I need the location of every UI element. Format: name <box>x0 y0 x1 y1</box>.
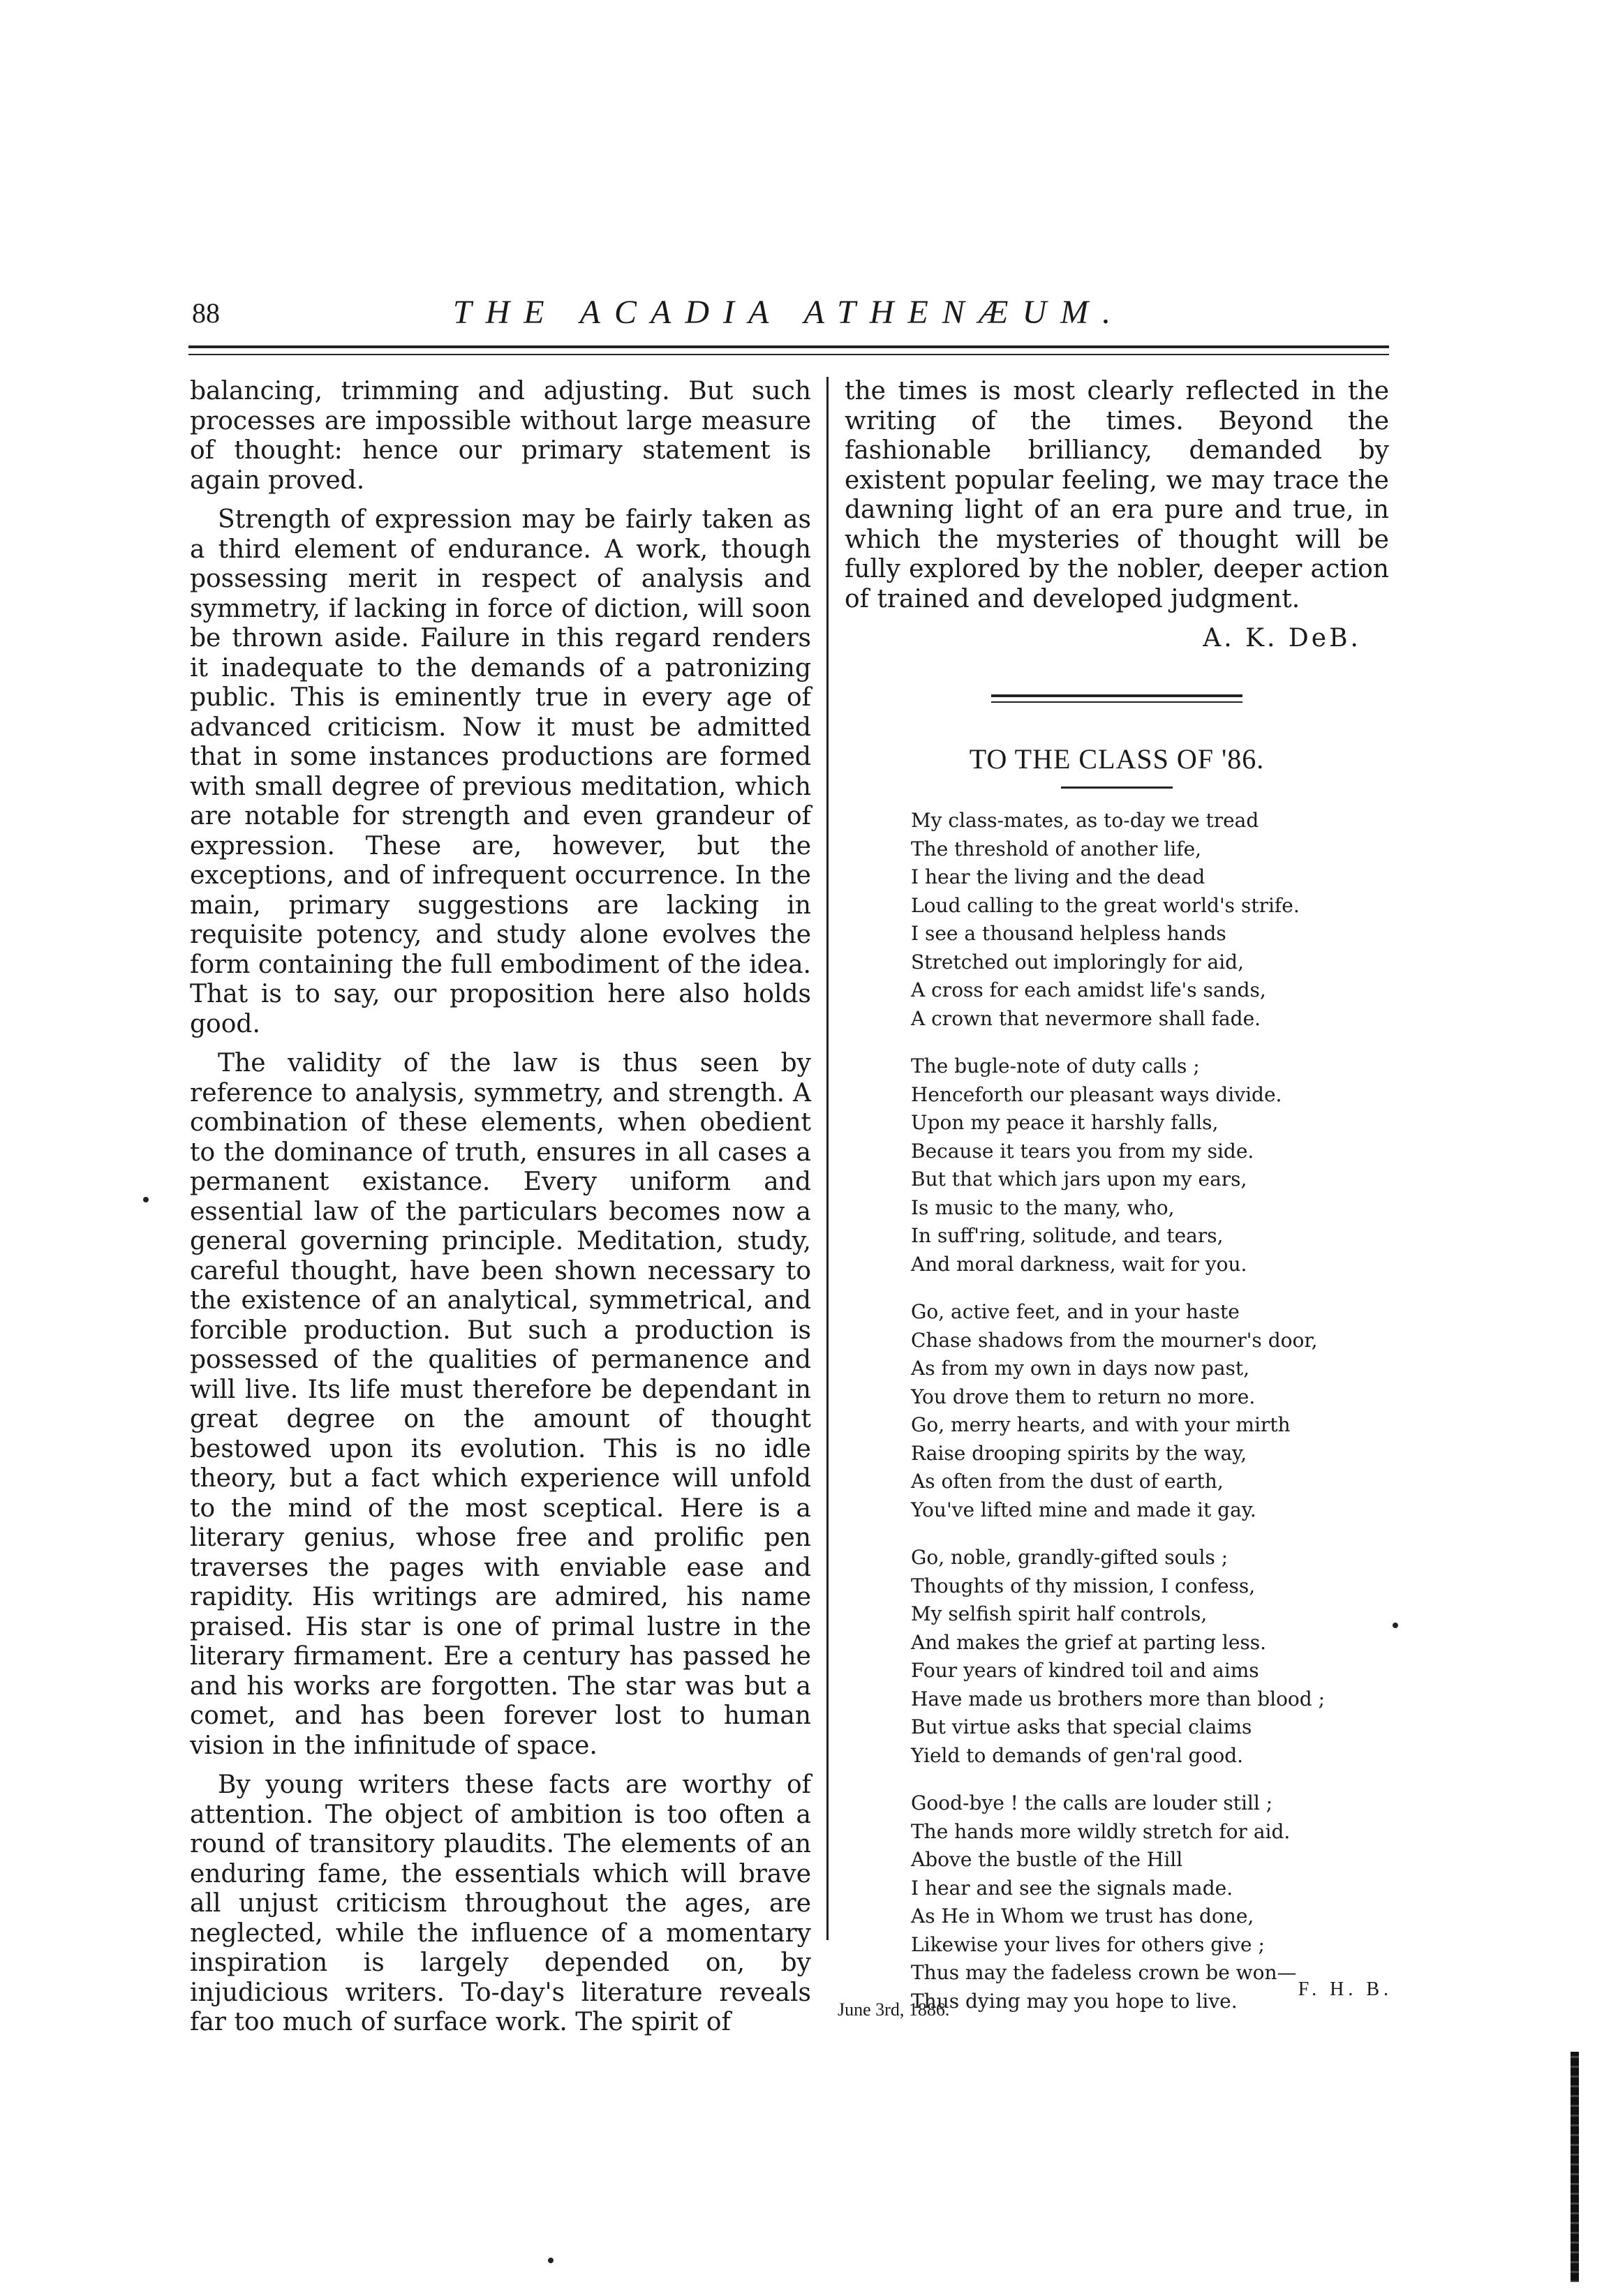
margin-speck <box>1393 1623 1398 1628</box>
margin-speck <box>548 2258 554 2263</box>
poem-line: Henceforth our pleasant ways divide. <box>911 1082 1282 1106</box>
poem-line: And moral darkness, wait for you. <box>911 1252 1247 1276</box>
poem-line: A cross for each amidst life's sands, <box>911 978 1266 1001</box>
poem-title-rule <box>1061 787 1173 789</box>
article-paragraph: The validity of the law is thus seen by reference to analysis, symmetry, and strength. A combination of these elements, when obedient to the dominance of truth, ensures in all cases a permanent existance. Every uniform and essential law of the particulars becomes now a general governing principle. Meditation, study, careful thought, have been shown necessary to the existence of an analytical, symmetrical, and forcible production. But such a production is possessed of the qualities of permanence and will live. Its life must therefore be dependant in great degree on the amount of thought bestowed upon its evolution. This is no idle theory, but a fact which experience will unfold to the mind of the most sceptical. Here is a literary genius, whose free and prolific pen traverses the pages with enviable ease and rapidity. His writings are admired, his name praised. His star is one of primal lustre in the literary firmament. Ere a century has passed he and his works are forgotten. The star was but a comet, and has been forever lost to human vision in the infinitude of space. <box>190 1049 811 1760</box>
poem-line: Stretched out imploringly for aid, <box>911 950 1244 974</box>
journal-title: THE ACADIA ATHENÆUM. <box>452 294 1125 331</box>
poem-line: Go, noble, grandly-gifted souls ; <box>911 1546 1229 1569</box>
poem-stanza <box>911 807 1389 1033</box>
poem-stanza <box>911 1298 1389 1524</box>
poem-line: As often from the dust of earth, <box>911 1470 1224 1493</box>
page-number: 88 <box>192 297 220 329</box>
poem-line: Raise drooping spirits by the way, <box>911 1441 1247 1465</box>
poem-date: June 3rd, 1886. <box>838 1999 950 2020</box>
poem-line: Four years of kindred toil and aims <box>911 1659 1259 1682</box>
poem-line: A crown that nevermore shall fade. <box>911 1006 1261 1030</box>
article-paragraph: By young writers these facts are worthy of attention. The object of ambition is too often a round of transitory plaudits. The elements of an enduring fame, the essentials which will brave all unjust criticism throughout the ages, are neglected, while the influence of a momentary inspiration is largely depended on, by injudicious writers. To-day's literature reveals far too much of surface work. The spirit of <box>190 1771 811 2036</box>
poem-line: But that which jars upon my ears, <box>911 1168 1247 1191</box>
poem-line: Is music to the many, who, <box>911 1195 1175 1219</box>
poem-line: And makes the grief at parting less. <box>911 1630 1267 1654</box>
poem-line: My class-mates, as to-day we tread <box>911 809 1259 832</box>
poem-line: Have made us brothers more than blood ; <box>911 1687 1326 1710</box>
poem-line: Because it tears you from my side. <box>911 1139 1254 1163</box>
poem-line: You've lifted mine and made it gay. <box>911 1498 1256 1521</box>
poem-line: The threshold of another life, <box>911 837 1202 860</box>
poem-line: Thoughts of thy mission, I confess, <box>911 1574 1256 1597</box>
poem-stanza <box>911 1544 1389 1770</box>
poem-title: TO THE CLASS OF '86. <box>969 743 1265 775</box>
section-rule-thin <box>991 701 1242 703</box>
poem-line: In suff'ring, solitude, and tears, <box>911 1224 1224 1247</box>
poem-stanza <box>911 1052 1389 1279</box>
article-paragraph: Strength of expression may be fairly taken as a third element of endurance. A work, though possessing merit in respect of analysis and symmetry, if lacking in force of diction, will soon be thrown aside. Failure in this regard renders it inadequate to the demands of a patronizing public. This is eminently true in every age of advanced criticism. Now it must be admitted that in some instances productions are formed with small degree of previous meditation, which are notable for strength and even grandeur of expression. These are, however, but the exceptions, and of infrequent occurrence. In the main, primary suggestions are lacking in requisite potency, and study alone evolves the form containing the full embodiment of the idea. That is to say, our proposition here also holds good. <box>190 505 811 1038</box>
article-column-left <box>190 377 811 2048</box>
poem-line: The bugle-note of duty calls ; <box>911 1054 1200 1078</box>
article-column-right <box>845 377 1389 2035</box>
poem-line: I see a thousand helpless hands <box>911 922 1226 945</box>
poem-line: The hands more wildly stretch for aid. <box>911 1819 1291 1843</box>
poem-line: Thus dying may you hope to live. <box>911 1989 1238 2013</box>
column-divider <box>826 377 829 1940</box>
poem-line: Upon my peace it harshly falls, <box>911 1111 1219 1134</box>
article-signature: A. K. DeB. <box>1203 624 1361 653</box>
page-header <box>188 283 1389 345</box>
poem-line: Likewise your lives for others give ; <box>911 1932 1265 1956</box>
poem-line: Go, active feet, and in your haste <box>911 1300 1240 1323</box>
poem-line: Chase shadows from the mourner's door, <box>911 1328 1318 1352</box>
poem-line: Yield to demands of gen'ral good. <box>911 1743 1244 1767</box>
poem-line: As He in Whom we trust has done, <box>911 1904 1254 1928</box>
section-rule <box>991 694 1242 697</box>
poem-line: I hear and see the signals made. <box>911 1876 1233 1900</box>
poem-line: You drove them to return no more. <box>911 1385 1256 1408</box>
poem-line: I hear the living and the dead <box>911 865 1205 888</box>
article-paragraph: balancing, trimming and adjusting. But such processes are impossible without large measure of thought: hence our primary statement is again proved. <box>190 377 811 495</box>
poem-body <box>845 807 1389 2015</box>
poem-line: My selfish spirit half controls, <box>911 1602 1208 1625</box>
poem-footer <box>838 1978 1396 2020</box>
header-rule-thin <box>188 354 1389 355</box>
poem-signature: F. H. B. <box>1298 1978 1393 2000</box>
article-paragraph-continued: the times is most clearly reflected in the writing of the times. Beyond the fashionable brilliancy, demanded by existent popular feeling, we may trace the dawning light of an era pure and true, in which the mysteries of thought will be fully explored by the nobler, deeper action of trained and developed judgment. <box>845 377 1389 613</box>
scan-edge-mark <box>1571 2052 1579 2282</box>
poem-line: Good-bye ! the calls are louder still ; <box>911 1791 1273 1814</box>
poem-line: Loud calling to the great world's strife. <box>911 893 1300 917</box>
margin-speck <box>143 1197 149 1202</box>
poem-line: But virtue asks that special claims <box>911 1715 1252 1738</box>
header-rule <box>188 345 1389 348</box>
poem-line: As from my own in days now past, <box>911 1357 1250 1380</box>
poem-line: Above the bustle of the Hill <box>911 1848 1183 1871</box>
poem-line: Thus may the fadeless crown be won— <box>911 1961 1297 1984</box>
poem-line: Go, merry hearts, and with your mirth <box>911 1413 1291 1436</box>
